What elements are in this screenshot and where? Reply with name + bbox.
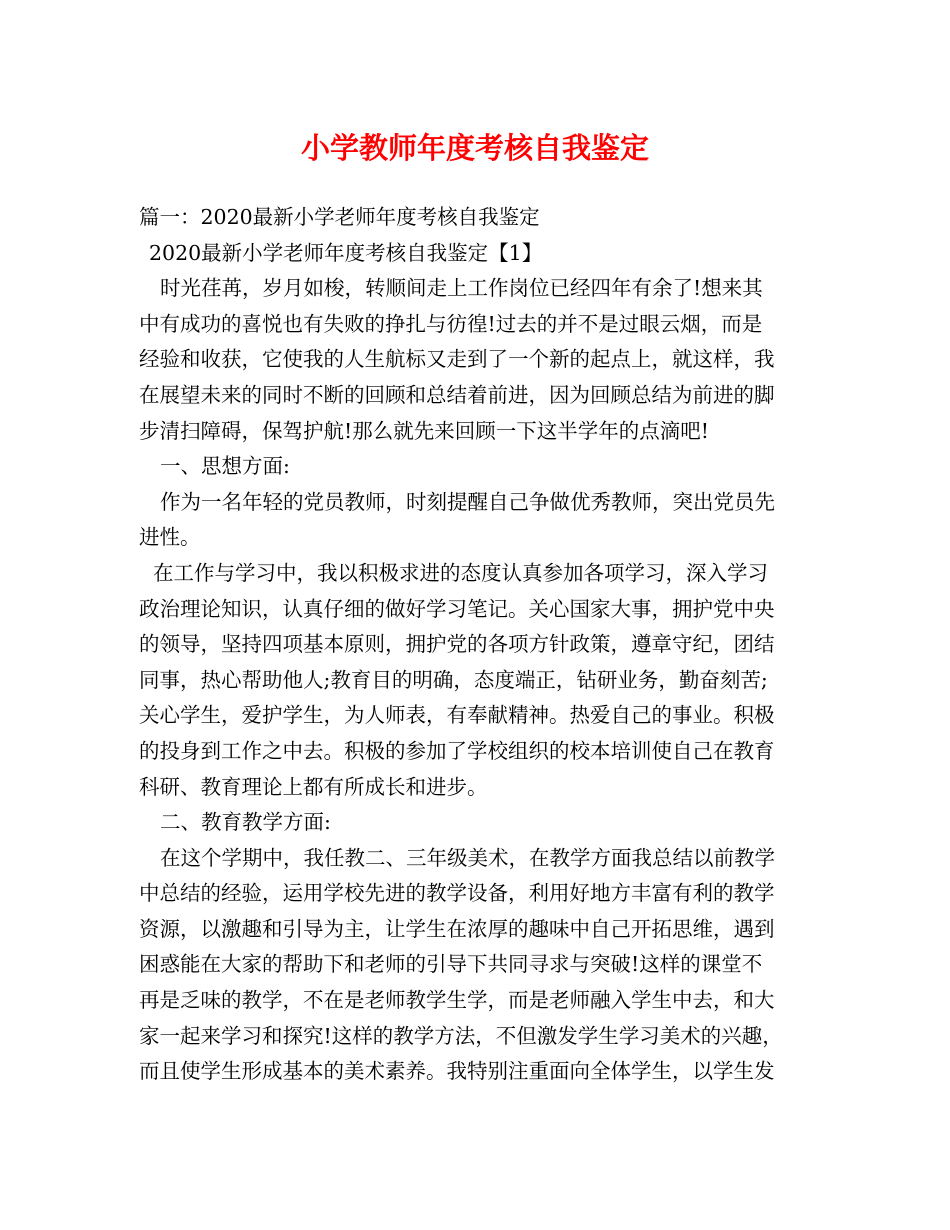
paragraph-line: 经验和收获，它使我的人生航标又走到了一个新的起点上，就这样，我 [139, 347, 775, 372]
paragraph-line: 资源，以激趣和引导为主，让学生在浓厚的趣味中自己开拓思维，遇到 [139, 916, 775, 941]
paragraph-line: 作为一名年轻的党员教师，时刻提醒自己争做优秀教师，突出党员先 [160, 489, 775, 514]
paragraph-line: 在这个学期中，我任教二、三年级美术，在教学方面我总结以前教学 [160, 845, 775, 870]
paragraph-line: 政治理论知识，认真仔细的做好学习笔记。关心国家大事，拥护党中央 [139, 596, 775, 621]
paragraph-line: 在工作与学习中，我以积极求进的态度认真参加各项学习，深入学习 [153, 560, 768, 585]
paragraph-line: 关心学生，爱护学生，为人师表，有奉献精神。热爱自己的事业。积极 [139, 703, 775, 728]
paragraph-line: 时光荏苒，岁月如梭，转顺间走上工作岗位已经四年有余了!想来其 [160, 276, 763, 301]
document-title: 小学教师年度考核自我鉴定 [300, 131, 649, 165]
paragraph-line: 在展望未来的同时不断的回顾和总结着前进，因为回顾总结为前进的脚 [139, 382, 775, 407]
paragraph-line: 中总结的经验，运用学校先进的教学设备，利用好地方丰富有利的教学 [139, 881, 775, 906]
paragraph-line: 科研、教育理论上都有所成长和进步。 [139, 774, 488, 799]
paragraph-line: 的领导，坚持四项基本原则，拥护党的各项方针政策，遵章守纪，团结 [139, 632, 775, 657]
paragraph-line: 进性。 [139, 525, 201, 550]
paragraph-line: 再是乏味的教学，不在是老师教学生学，而是老师融入学生中去，和大 [139, 988, 775, 1013]
section-heading-part1: 篇一：2020最新小学老师年度考核自我鉴定 [139, 205, 540, 229]
paragraph-line: 中有成功的喜悦也有失败的挣扎与彷徨!过去的并不是过眼云烟，而是 [139, 311, 763, 336]
paragraph-line: 家一起来学习和探究!这样的教学方法，不但激发学生学习美术的兴趣， [139, 1023, 783, 1048]
paragraph-line: 的投身到工作之中去。积极的参加了学校组织的校本培训使自己在教育 [139, 738, 775, 763]
section-heading-teaching: 二、教育教学方面: [160, 810, 331, 835]
document-body [139, 200, 829, 1090]
paragraph-line: 同事，热心帮助他人;教育目的明确，态度端正，钻研业务，勤奋刻苦; [139, 667, 768, 692]
paragraph-line: 而且使学生形成基本的美术素养。我特别注重面向全体学生，以学生发 [139, 1059, 775, 1084]
paragraph-line: 步清扫障碍，保驾护航!那么就先来回顾一下这半学年的点滴吧! [139, 418, 709, 443]
section-heading-thought: 一、思想方面: [160, 454, 290, 479]
paragraph-line: 困惑能在大家的帮助下和老师的引导下共同寻求与突破!这样的课堂不 [139, 952, 763, 977]
subheading: 2020最新小学老师年度考核自我鉴定【1】 [149, 240, 543, 265]
